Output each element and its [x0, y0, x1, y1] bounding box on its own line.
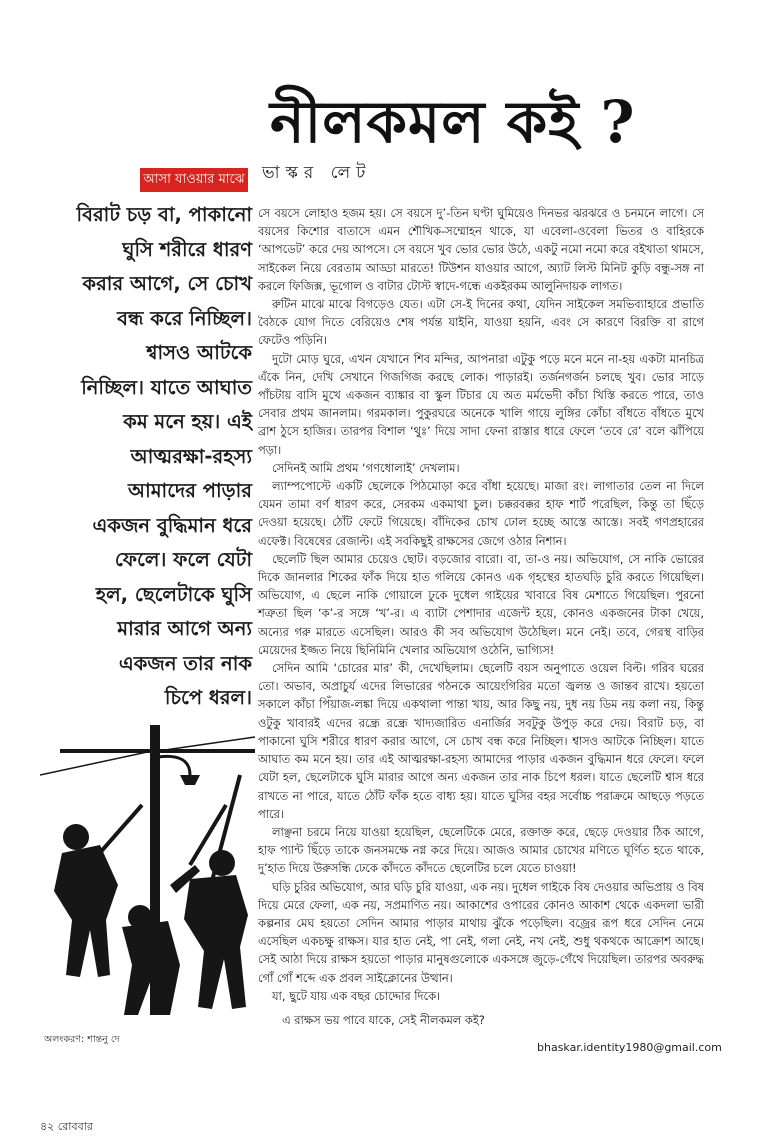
lamp-arm-icon	[158, 756, 190, 775]
body-paragraph: ল্যাম্পপোস্টে একটি ছেলেকে পিঠমোড়া করে বাঁধা হয়েছে। মাজা রং। লাগাতার তেল না দিলে যেমন তামা বর্ণ ধারণ করে, সেরকম একমাথা চুল। চক্করবক্কর হাফ শার্ট পরেছিল, কিন্তু তা ছিঁড়ে দেওয়া হয়েছে। ঠোঁট ফেটে গিয়েছে। বাঁদিকের চোখ ঢোল হচ্ছে আস্তে আস্তে। সবই গণপ্রহারের এফেক্ট। বিষেষের রেজাল্ট। এই সবকিছুই রাক্ষসের জেগে ওঠার নিশান।	[258, 479, 704, 548]
mob-beating-illustration	[40, 715, 255, 1025]
pull-quote-line: বন্ধ করে নিচ্ছিল।	[117, 306, 252, 330]
page-folio: ৪২ রোববার	[40, 1120, 93, 1133]
pull-quote-line: একজন বুদ্ধিমান ধরে	[92, 513, 252, 537]
author-email: bhaskar.identity1980@gmail.com	[537, 1041, 722, 1054]
pull-quote-line: আমাদের পাড়ার	[127, 479, 252, 502]
pull-quote-line: মারার আগে অন্য	[117, 617, 252, 640]
pull-quote-line: নিচ্ছিল। যাতে আঘাত	[81, 375, 252, 399]
pull-quote-line: চিপে ধরল।	[164, 686, 252, 709]
illustration-credit: অলংকরণ: শান্তনু দে	[44, 1034, 120, 1045]
body-paragraph: সে বয়সে লোহাও হজম হয়। সে বয়সে দু’-তিন ঘণ্টা ঘুমিয়েও দিনভর ঝরঝরে ও চনমনে লাগে। সে বয়সের কিশোর বাতাসে এমন শৌখিক-সম্মোহন থাকে, যা এবেলা-ওবেলা ভিতর ও বাহিরকে ‘আপডেট’ করে দেয় আপসে। সে বয়সে খুব ভোর ভোর উঠে, একটু নমো নমো করে বইখাতা থামসে, সাইকেল নিয়ে বেরতাম আড্ডা মারতে! টিউশন যাওয়ার আগে, অ্যাট লিস্ট মিনিট কুড়ি বন্ধু-সঙ্গ না করলে ফিজিক্স, ভূগোল ও বাটার টোস্ট স্বাদে-গন্ধে একইরকম আলুনিদায়ক লাগত।	[258, 206, 704, 293]
body-paragraph: দুটো মোড় ঘুরে, এখন যেখানে শিব মন্দির, আপনারা এটুকু পড়ে মনে মনে না-হয় একটা মানচিত্র এঁকে নিন, দেখি সেখানে গিজগিজ করছে লোক। পাড়ারই। তর্জনগর্জন চলছে খুব। ভোর সাড়ে পাঁচটায় বাসি মুখে একজন ব্যাঙ্কার বা স্কুল টিচার যে অত মর্মভেদী কাঁচা খিস্তি করতে পারে, তাও সেবার প্রথম জানলাম। গরমকাল। পুকুরঘরে অনেকে খালি গায়ে লুঙ্গির কোঁচা বাঁধতে বাঁধতে মুখে ব্রাশ ঠুসে হাজির। তারপর বিশাল ‘থুঃ’ দিয়ে সাদা ফেনা রাস্তার ধারে ফেলে ‘তবে রে’ বলে ঝাঁপিয়ে পড়া।	[258, 351, 704, 457]
pull-quote-line: আত্মরক্ষা-রহস্য	[130, 444, 252, 468]
attacker-left-stick	[98, 805, 142, 855]
body-paragraph: সেদিনই আমি প্রথম ‘গণধোলাই’ দেখলাম।	[272, 460, 460, 475]
body-paragraph: ছেলেটি ছিল আমার চেয়েও ছোট। বড়জোর বারো। বা, তা-ও নয়। অভিযোগ, সে নাকি ভোরের দিকে জানলার শিকের ফাঁক দিয়ে হাত গলিয়ে কোনও এক গৃহস্থের হাতঘড়ি চুরি করতে গিয়েছিল। অভিযোগ, এ ছেলে নাকি গোয়ালে ঢুকে দুধেল গাইয়ের খাবারে বিষ মেশাতে গিয়েছিল। পুরনো শত্রুতা ছিল ‘ক’-র সঙ্গে ‘খ’-র। এ ব্যাটা পেশাদার এজেন্ট হয়ে, কোনও একজনের টাকা খেয়ে, অন্যের গরু মারতে এসেছিল। আরও কী সব অভিযোগ উঠেছিল। মনে নেই। তবে, গেরস্থ বাড়ির মেয়েদের ইজ্জত নিয়ে ছিনিমিনি খেলার অভিযোগ ওঠেনি, ভাগ্যিস!	[258, 551, 704, 657]
attacker-left-body	[54, 845, 118, 977]
attacker-left-head	[63, 824, 89, 850]
article-title: নীলকমল কই ?	[270, 88, 636, 156]
pull-quote-line: ঘুসি শরীরে ধারণ	[122, 237, 252, 261]
article-body	[258, 204, 704, 1005]
body-paragraph: লাঞ্ছনা চরমে নিয়ে যাওয়া হয়েছিল, ছেলেটিকে মেরে, রক্তাক্ত করে, ছেড়ে দেওয়ার ঠিক আগে, হাফ প্যান্ট ছিঁড়ে তাকে জনসমক্ষে নগ্ন করে দিয়ে। আজও আমার চোখের মণিতে ঘূর্ণিত হতে থাকে, দু’হাত দিয়ে উরুসন্ধি ঢেকে কাঁদতে কাঁদতে ছেলেটির চলে যেতে চাওয়া!	[258, 824, 704, 876]
lamp-shade-icon	[180, 775, 200, 785]
pull-quote-line: একজন তার নাক	[118, 651, 252, 675]
lamppost-crossbar	[60, 749, 255, 753]
pull-quote-line: বিরাট চড় বা, পাকানো	[76, 203, 252, 226]
pull-quote-line: কম মনে হয়। এই	[123, 410, 252, 433]
pull-quote-line: হল, ছেলেটাকে ঘুসি	[95, 582, 252, 606]
wire-right	[158, 737, 255, 751]
author-byline: ভাস্কর লেট	[262, 163, 372, 183]
pull-quote-line: ফেলে। ফলে যেটা	[114, 548, 252, 571]
pull-quote-line: করার আগে, সে চোখ	[82, 272, 252, 295]
body-paragraph: ঘড়ি চুরির অভিযোগ, আর ঘড়ি চুরি যাওয়া, এক নয়। দুধেল গাইকে বিষ দেওয়ার অভিপ্রায় ও বিষ দিয়ে মেরে ফেলা, এক নয়, সপ্রমাণিত নয়। আকাশের ওপারের কোনও আকাশ থেকে একদলা ভারী কল্পনার মেঘ হয়তো সেদিন আমার পাড়ার মাথায় ঝুঁকে পড়েছিল। বজ্রের রূপ ধরে সেদিন নেমে এসেছিল একচক্ষু রাক্ষস। যার হাত নেই, পা নেই, গলা নেই, নখ নেই, শুধু থকথকে আক্রোশ আছে। সেই আঠা দিয়ে রাক্ষস হয়তো পাড়ার মানুষগুলোকে একসঙ্গে জুড়ে-গেঁথে দিয়েছিল। তারপর অবরুদ্ধ গোঁ গোঁ শব্দে এক প্রবল সাইক্লোনের উত্থান।	[258, 879, 704, 985]
pull-quote	[40, 198, 252, 716]
body-paragraph: যা, ছুটে যায় এক বছর চোদ্দোর দিকে।	[272, 988, 441, 1003]
wire-left	[40, 751, 152, 775]
body-paragraph: রুটিন মাঝে মাঝে বিগড়েও যেত। এটা সে-ই দিনের কথা, যেদিন সাইকেল সমভিব্যাহারে প্রভাতি বৈঠকে যোগ দিতে বেরিয়েও শেষ পর্যন্ত যাইনি, যাওয়া হয়নি, এবং সে কারণে বিরক্তি বা রাগে ফেটেও পড়িনি।	[258, 297, 704, 348]
closing-question: এ রাক্ষস ভয় পাবে যাকে, সেই নীলকমল কই?	[282, 1013, 485, 1027]
section-tag: আসা যাওয়ার মাঝে	[140, 168, 248, 192]
attacker-right-body	[184, 875, 248, 1009]
pull-quote-line: শ্বাসও আটকে	[146, 341, 252, 364]
body-paragraph: সেদিন আমি ‘চোরের মার’ কী, দেখেছিলাম। ছেলেটি বয়স অনুপাতে ওয়েল বিল্ট। গরিব ঘরের তো। অভাব, অপ্রাচুর্য এদের লিভারের গঠনকে আয়েংগিরির মতো জ্বলন্ত ও জান্তব রাখে। হয়তো সকালে কাঁচা পিঁয়াজ-লঙ্কা দিয়ে একথালা পান্তা খায়, আর কিছু নয়, দুধ নয় ডিম নয় কলা নয়, কিন্তু ওটুকু খাবারই এদের রন্ধ্রে রন্ধ্রে খাদ্যজারিত এনার্জির সবটুকু উপুড় করে দেয়। বিরাট চড়, বা পাকানো ঘুসি শরীরে ধারণ করার আগে, সে চোখ বন্ধ করে নিচ্ছিল। শ্বাসও আটকে নিচ্ছিল। যাতে আঘাত কম মনে হয়। তার এই আত্মরক্ষা-রহস্য আমাদের পাড়ার একজন বুদ্ধিমান ধরে ফেলে। ফলে যেটা হল, ছেলেটাকে ঘুসি মারার আগে অন্য একজন তার নাক চিপে ধরল। যাতে ছেলেটি শ্বাস ধরে রাখতে না পারে, যাতে ঠোঁট ফাঁক হতে বাধ্য হয়। যাতে ঘুসির বহর সর্বোচ্চ পরাক্রমে আছড়ে পড়তে পারে।	[258, 661, 704, 821]
